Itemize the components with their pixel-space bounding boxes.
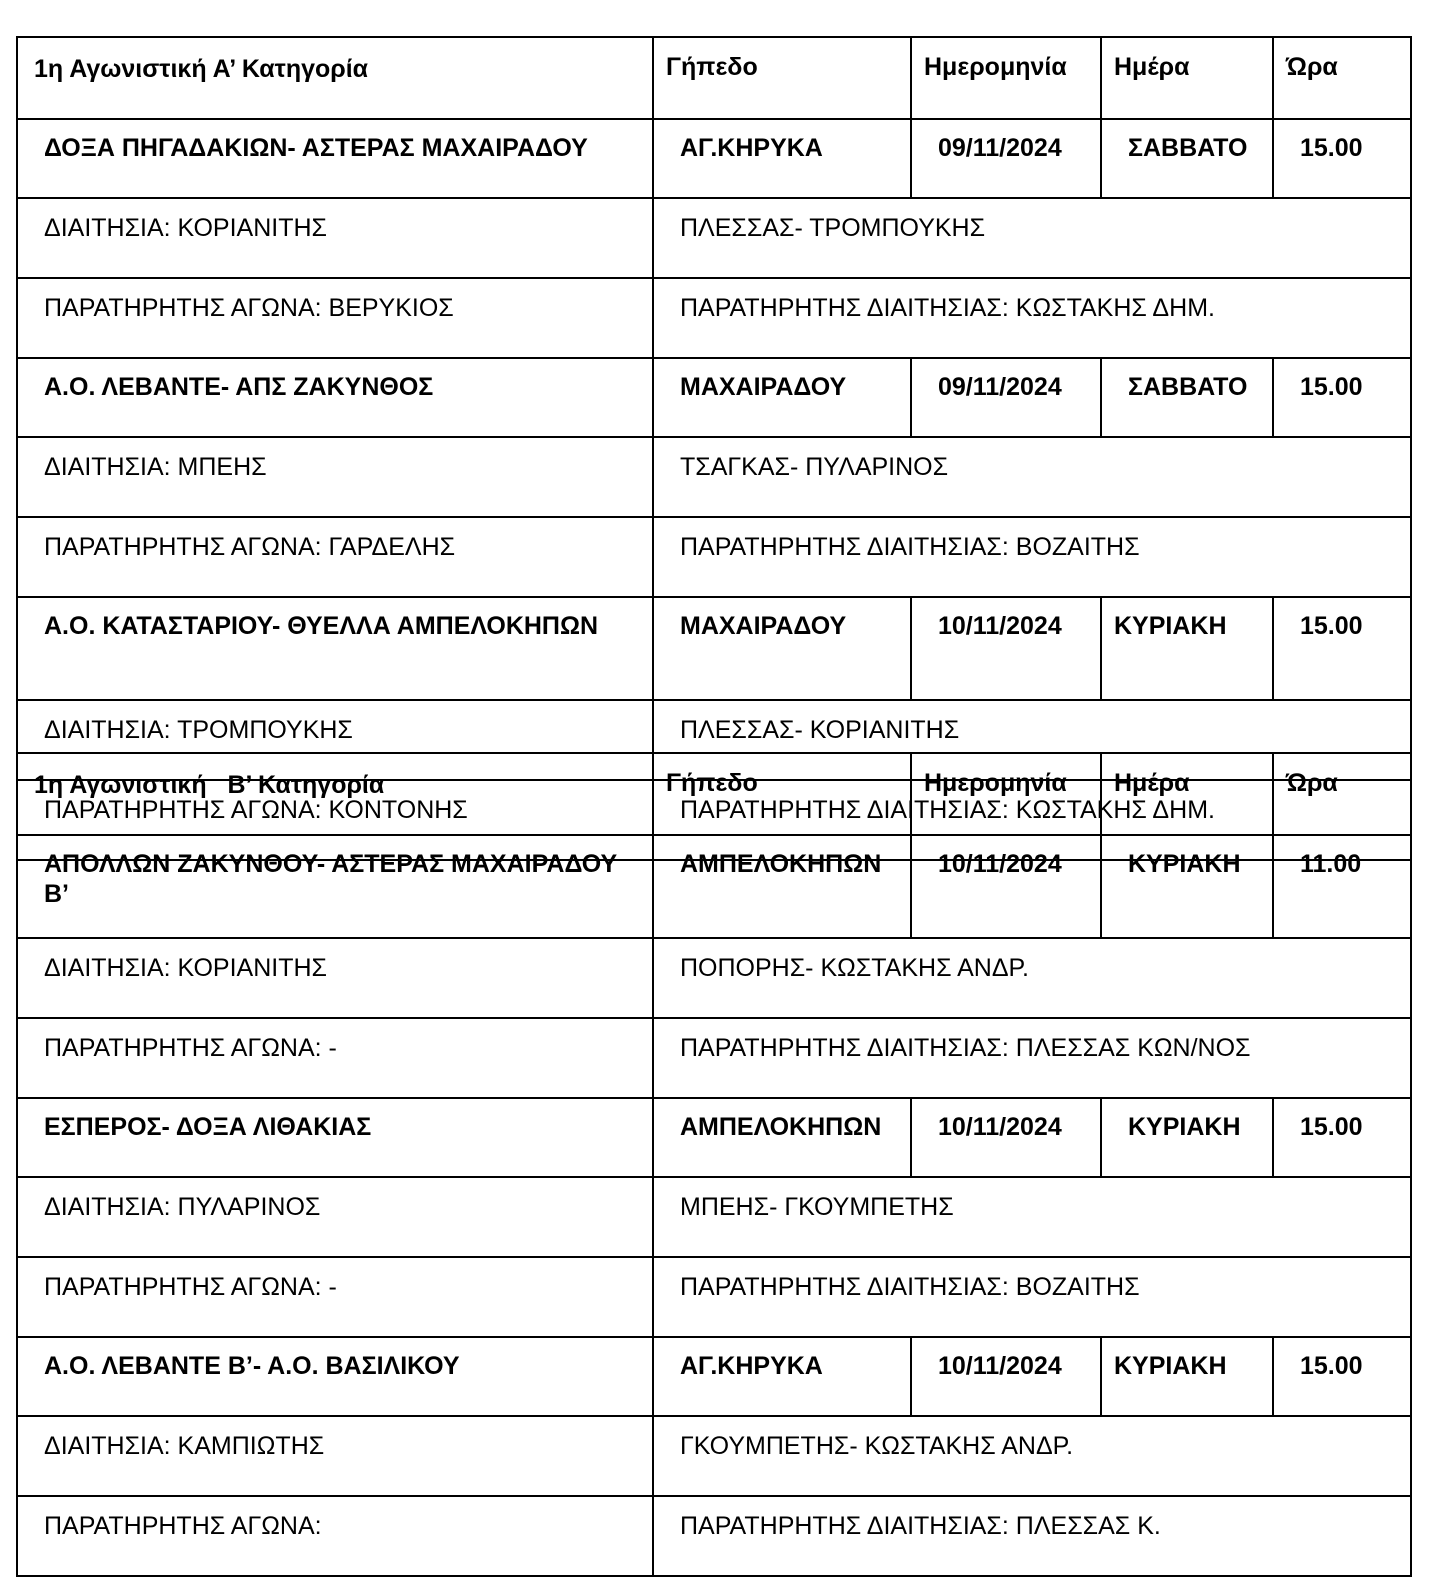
match-row: [17, 597, 1411, 700]
match-time: 15.00: [1273, 358, 1411, 437]
match-observer: ΠΑΡΑΤΗΡΗΤΗΣ ΑΓΩΝΑ: ΓΑΡΔΕΛΗΣ: [17, 517, 653, 597]
match-day: ΣΑΒΒΑΤΟ: [1101, 358, 1273, 437]
match-date: 09/11/2024: [911, 119, 1101, 198]
officials-row: [17, 437, 1411, 517]
match-row: [17, 1098, 1411, 1177]
match-venue: ΜΑΧΑΙΡΑΔΟΥ: [653, 597, 911, 700]
match-teams: Α.Ο. ΛΕΒΑΝΤΕ- ΑΠΣ ΖΑΚΥΝΘΟΣ: [17, 358, 653, 437]
match-venue: ΑΓ.ΚΗΡΥΚΑ: [653, 1337, 911, 1416]
match-time: 15.00: [1273, 597, 1411, 700]
referee-observer: ΠΑΡΑΤΗΡΗΤΗΣ ΔΙΑΙΤΗΣΙΑΣ: ΒΟΖΑΙΤΗΣ: [653, 517, 1411, 597]
referee: ΔΙΑΙΤΗΣΙΑ: ΚΟΡΙΑΝΙΤΗΣ: [17, 198, 653, 278]
date-header: Ημερομηνία: [911, 37, 1101, 119]
venue-header: Γήπεδο: [653, 753, 911, 835]
round-title: 1η Αγωνιστική Β’ Κατηγορία: [17, 753, 653, 835]
match-row: [17, 1337, 1411, 1416]
match-day: ΚΥΡΙΑΚΗ: [1101, 1098, 1273, 1177]
match-date: 10/11/2024: [911, 1337, 1101, 1416]
assistant-referees: ΓΚΟΥΜΠΕΤΗΣ- ΚΩΣΤΑΚΗΣ ΑΝΔΡ.: [653, 1416, 1411, 1496]
time-header: Ώρα: [1273, 37, 1411, 119]
match-teams: Α.Ο. ΛΕΒΑΝΤΕ Β’- Α.Ο. ΒΑΣΙΛΙΚΟΥ: [17, 1337, 653, 1416]
assistant-referees: ΠΟΠΟΡΗΣ- ΚΩΣΤΑΚΗΣ ΑΝΔΡ.: [653, 938, 1411, 1018]
observers-row: [17, 1018, 1411, 1098]
match-day: ΚΥΡΙΑΚΗ: [1101, 1337, 1273, 1416]
assistant-referees: ΠΛΕΣΣΑΣ- ΚΟΡΙΑΝΙΤΗΣ: [653, 700, 1411, 780]
observers-row: [17, 517, 1411, 597]
match-observer: ΠΑΡΑΤΗΡΗΤΗΣ ΑΓΩΝΑ:: [17, 1496, 653, 1576]
referee: ΔΙΑΙΤΗΣΙΑ: ΚΑΜΠΙΩΤΗΣ: [17, 1416, 653, 1496]
match-teams: ΕΣΠΕΡΟΣ- ΔΟΞΑ ΛΙΘΑΚΙΑΣ: [17, 1098, 653, 1177]
table-header-row: [17, 37, 1411, 119]
observers-row: [17, 278, 1411, 358]
referee-observer: ΠΑΡΑΤΗΡΗΤΗΣ ΔΙΑΙΤΗΣΙΑΣ: ΚΩΣΤΑΚΗΣ ΔΗΜ.: [653, 278, 1411, 358]
match-teams: Α.Ο. ΚΑΤΑΣΤΑΡΙΟΥ- ΘΥΕΛΛΑ ΑΜΠΕΛΟΚΗΠΩΝ: [17, 597, 653, 700]
match-observer: ΠΑΡΑΤΗΡΗΤΗΣ ΑΓΩΝΑ: -: [17, 1257, 653, 1337]
match-day: ΣΑΒΒΑΤΟ: [1101, 119, 1273, 198]
referee-observer: ΠΑΡΑΤΗΡΗΤΗΣ ΔΙΑΙΤΗΣΙΑΣ: ΚΩΣΤΑΚΗΣ ΔΗΜ.: [653, 780, 1411, 860]
referee: ΔΙΑΙΤΗΣΙΑ: ΠΥΛΑΡΙΝΟΣ: [17, 1177, 653, 1257]
day-header: Ημέρα: [1101, 753, 1273, 835]
officials-row: [17, 1177, 1411, 1257]
match-time: 15.00: [1273, 1337, 1411, 1416]
match-teams: ΔΟΞΑ ΠΗΓΑΔΑΚΙΩΝ- ΑΣΤΕΡΑΣ ΜΑΧΑΙΡΑΔΟΥ: [17, 119, 653, 198]
match-time: 11.00: [1273, 835, 1411, 938]
assistant-referees: ΜΠΕΗΣ- ΓΚΟΥΜΠΕΤΗΣ: [653, 1177, 1411, 1257]
match-teams: ΑΠΟΛΛΩΝ ΖΑΚΥΝΘΟΥ- ΑΣΤΕΡΑΣ ΜΑΧΑΙΡΑΔΟΥ Β’: [17, 835, 653, 938]
match-venue: ΑΜΠΕΛΟΚΗΠΩΝ: [653, 835, 911, 938]
fixtures-table-a-category: [16, 36, 1412, 861]
match-observer: ΠΑΡΑΤΗΡΗΤΗΣ ΑΓΩΝΑ: -: [17, 1018, 653, 1098]
assistant-referees: ΤΣΑΓΚΑΣ- ΠΥΛΑΡΙΝΟΣ: [653, 437, 1411, 517]
match-date: 10/11/2024: [911, 835, 1101, 938]
referee: ΔΙΑΙΤΗΣΙΑ: ΤΡΟΜΠΟΥΚΗΣ: [17, 700, 653, 780]
referee: ΔΙΑΙΤΗΣΙΑ: ΜΠΕΗΣ: [17, 437, 653, 517]
time-header: Ώρα: [1273, 753, 1411, 835]
officials-row: [17, 1416, 1411, 1496]
match-date: 10/11/2024: [911, 1098, 1101, 1177]
observers-row: [17, 1496, 1411, 1576]
observers-row: [17, 1257, 1411, 1337]
referee-observer: ΠΑΡΑΤΗΡΗΤΗΣ ΔΙΑΙΤΗΣΙΑΣ: ΠΛΕΣΣΑΣ ΚΩΝ/ΝΟΣ: [653, 1018, 1411, 1098]
match-venue: ΑΓ.ΚΗΡΥΚΑ: [653, 119, 911, 198]
referee: ΔΙΑΙΤΗΣΙΑ: ΚΟΡΙΑΝΙΤΗΣ: [17, 938, 653, 1018]
venue-header: Γήπεδο: [653, 37, 911, 119]
match-day: ΚΥΡΙΑΚΗ: [1101, 597, 1273, 700]
referee-observer: ΠΑΡΑΤΗΡΗΤΗΣ ΔΙΑΙΤΗΣΙΑΣ: ΠΛΕΣΣΑΣ Κ.: [653, 1496, 1411, 1576]
match-time: 15.00: [1273, 1098, 1411, 1177]
match-time: 15.00: [1273, 119, 1411, 198]
round-title: 1η Αγωνιστική Α’ Κατηγορία: [17, 37, 653, 119]
officials-row: [17, 938, 1411, 1018]
day-header: Ημέρα: [1101, 37, 1273, 119]
date-header: Ημερομηνία: [911, 753, 1101, 835]
match-venue: ΜΑΧΑΙΡΑΔΟΥ: [653, 358, 911, 437]
match-day: ΚΥΡΙΑΚΗ: [1101, 835, 1273, 938]
match-venue: ΑΜΠΕΛΟΚΗΠΩΝ: [653, 1098, 911, 1177]
table-header-row: [17, 753, 1411, 835]
match-observer: ΠΑΡΑΤΗΡΗΤΗΣ ΑΓΩΝΑ: ΚΟΝΤΟΝΗΣ: [17, 780, 653, 860]
referee-observer: ΠΑΡΑΤΗΡΗΤΗΣ ΔΙΑΙΤΗΣΙΑΣ: ΒΟΖΑΙΤΗΣ: [653, 1257, 1411, 1337]
assistant-referees: ΠΛΕΣΣΑΣ- ΤΡΟΜΠΟΥΚΗΣ: [653, 198, 1411, 278]
match-row: [17, 835, 1411, 938]
match-row: [17, 119, 1411, 198]
match-date: 09/11/2024: [911, 358, 1101, 437]
fixtures-table-b-category: [16, 752, 1412, 1577]
officials-row: [17, 198, 1411, 278]
match-row: [17, 358, 1411, 437]
match-observer: ΠΑΡΑΤΗΡΗΤΗΣ ΑΓΩΝΑ: ΒΕΡΥΚΙΟΣ: [17, 278, 653, 358]
match-date: 10/11/2024: [911, 597, 1101, 700]
